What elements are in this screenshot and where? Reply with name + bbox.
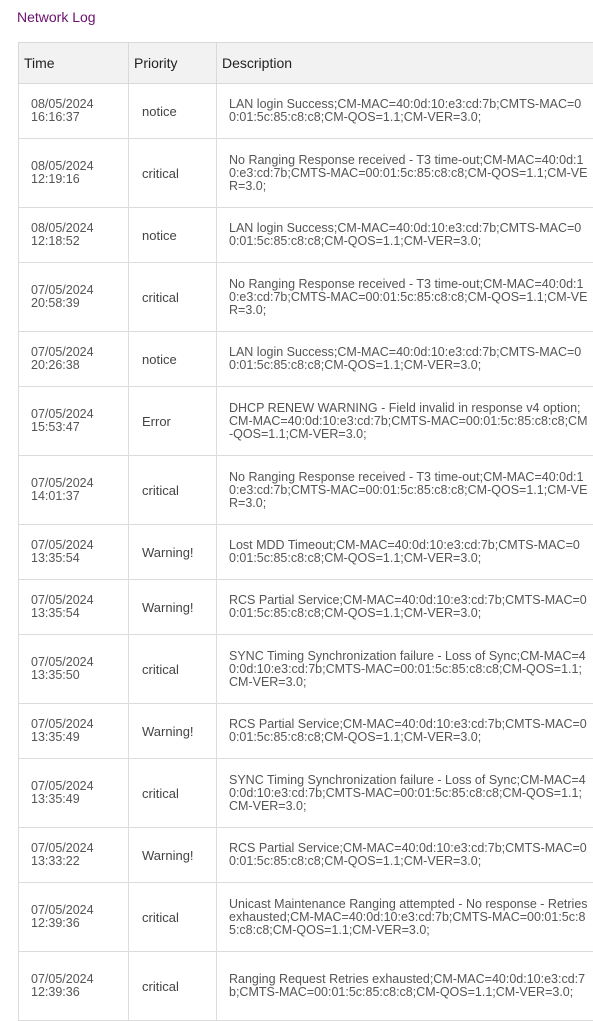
row-priority: notice <box>128 84 216 138</box>
page-title: Network Log <box>17 9 96 25</box>
table-body <box>18 84 593 1021</box>
table-row <box>18 263 593 332</box>
row-description: No Ranging Response received - T3 time-out;CM-MAC=40:0d:10:e3:cd:7b;CMTS-MAC=00:01:5c:85:c8:c8;CM-QOS=1.1;CM-VER=3.0; <box>216 456 593 524</box>
row-priority: critical <box>128 263 216 331</box>
row-description: RCS Partial Service;CM-MAC=40:0d:10:e3:cd:7b;CMTS-MAC=00:01:5c:85:c8:c8;CM-QOS=1.1;CM-VER=3.0; <box>216 580 593 634</box>
table-row <box>18 635 593 704</box>
table-row <box>18 387 593 456</box>
row-description: LAN login Success;CM-MAC=40:0d:10:e3:cd:7b;CMTS-MAC=00:01:5c:85:c8:c8;CM-QOS=1.1;CM-VER=3.0; <box>216 84 593 138</box>
row-priority: notice <box>128 208 216 262</box>
row-priority: Error <box>128 387 216 455</box>
row-time: 07/05/2024 20:26:38 <box>31 345 94 372</box>
row-time: 07/05/2024 13:35:50 <box>31 655 94 682</box>
row-description: LAN login Success;CM-MAC=40:0d:10:e3:cd:7b;CMTS-MAC=00:01:5c:85:c8:c8;CM-QOS=1.1;CM-VER=3.0; <box>216 332 593 386</box>
row-description: SYNC Timing Synchronization failure - Loss of Sync;CM-MAC=40:0d:10:e3:cd:7b;CMTS-MAC=00:01:5c:85:c8:c8;CM-QOS=1.1;CM-VER=3.0; <box>216 635 593 703</box>
row-time: 07/05/2024 12:39:36 <box>31 972 94 999</box>
table-row <box>18 525 593 580</box>
row-description: No Ranging Response received - T3 time-out;CM-MAC=40:0d:10:e3:cd:7b;CMTS-MAC=00:01:5c:85:c8:c8;CM-QOS=1.1;CM-VER=3.0; <box>216 139 593 207</box>
row-priority: critical <box>128 759 216 827</box>
table-row <box>18 952 593 1021</box>
table-row <box>18 828 593 883</box>
column-header-time: Time <box>24 55 55 71</box>
table-row <box>18 580 593 635</box>
row-priority: critical <box>128 635 216 703</box>
table-row <box>18 332 593 387</box>
column-header-description: Description <box>216 43 593 83</box>
table-row <box>18 883 593 952</box>
row-priority: Warning! <box>128 580 216 634</box>
table-row <box>18 139 593 208</box>
table-row <box>18 759 593 828</box>
row-priority: critical <box>128 883 216 951</box>
row-description: RCS Partial Service;CM-MAC=40:0d:10:e3:cd:7b;CMTS-MAC=00:01:5c:85:c8:c8;CM-QOS=1.1;CM-VER=3.0; <box>216 704 593 758</box>
column-header-priority: Priority <box>128 43 216 83</box>
table-row <box>18 456 593 525</box>
row-description: Unicast Maintenance Ranging attempted - No response - Retries exhausted;CM-MAC=40:0d:10:e3:cd:7b;CMTS-MAC=00:01:5c:85:c8:c8;CM-QOS=1.1;CM-VER=3.0; <box>216 883 593 951</box>
row-priority: Warning! <box>128 828 216 882</box>
table-row <box>18 704 593 759</box>
row-priority: Warning! <box>128 525 216 579</box>
row-description: DHCP RENEW WARNING - Field invalid in response v4 option;CM-MAC=40:0d:10:e3:cd:7b;CMTS-MAC=00:01:5c:85:c8:c8;CM-QOS=1.1;CM-VER=3.0; <box>216 387 593 455</box>
row-description: SYNC Timing Synchronization failure - Loss of Sync;CM-MAC=40:0d:10:e3:cd:7b;CMTS-MAC=00:01:5c:85:c8:c8;CM-QOS=1.1;CM-VER=3.0; <box>216 759 593 827</box>
row-description: No Ranging Response received - T3 time-out;CM-MAC=40:0d:10:e3:cd:7b;CMTS-MAC=00:01:5c:85:c8:c8;CM-QOS=1.1;CM-VER=3.0; <box>216 263 593 331</box>
row-description: RCS Partial Service;CM-MAC=40:0d:10:e3:cd:7b;CMTS-MAC=00:01:5c:85:c8:c8;CM-QOS=1.1;CM-VER=3.0; <box>216 828 593 882</box>
row-time: 07/05/2024 20:58:39 <box>31 283 94 310</box>
row-priority: notice <box>128 332 216 386</box>
row-description: LAN login Success;CM-MAC=40:0d:10:e3:cd:7b;CMTS-MAC=00:01:5c:85:c8:c8;CM-QOS=1.1;CM-VER=3.0; <box>216 208 593 262</box>
row-priority: Warning! <box>128 704 216 758</box>
row-time: 07/05/2024 13:35:54 <box>31 538 94 565</box>
table-header <box>18 42 593 84</box>
network-log-table <box>18 42 593 1021</box>
row-time: 08/05/2024 12:18:52 <box>31 221 94 248</box>
row-time: 07/05/2024 14:01:37 <box>31 476 94 503</box>
row-time: 07/05/2024 13:35:49 <box>31 717 94 744</box>
row-description: Ranging Request Retries exhausted;CM-MAC=40:0d:10:e3:cd:7b;CMTS-MAC=00:01:5c:85:c8:c8;CM-QOS=1.1;CM-VER=3.0; <box>216 952 593 1020</box>
table-row <box>18 208 593 263</box>
row-time: 07/05/2024 12:39:36 <box>31 903 94 930</box>
row-time: 07/05/2024 15:53:47 <box>31 407 94 434</box>
row-time: 07/05/2024 13:35:49 <box>31 779 94 806</box>
row-description: Lost MDD Timeout;CM-MAC=40:0d:10:e3:cd:7b;CMTS-MAC=00:01:5c:85:c8:c8;CM-QOS=1.1;CM-VER=3.0; <box>216 525 593 579</box>
row-time: 08/05/2024 12:19:16 <box>31 159 94 186</box>
row-time: 08/05/2024 16:16:37 <box>31 97 94 124</box>
table-row <box>18 84 593 139</box>
row-priority: critical <box>128 952 216 1020</box>
row-priority: critical <box>128 139 216 207</box>
row-time: 07/05/2024 13:35:54 <box>31 593 94 620</box>
row-priority: critical <box>128 456 216 524</box>
row-time: 07/05/2024 13:33:22 <box>31 841 94 868</box>
